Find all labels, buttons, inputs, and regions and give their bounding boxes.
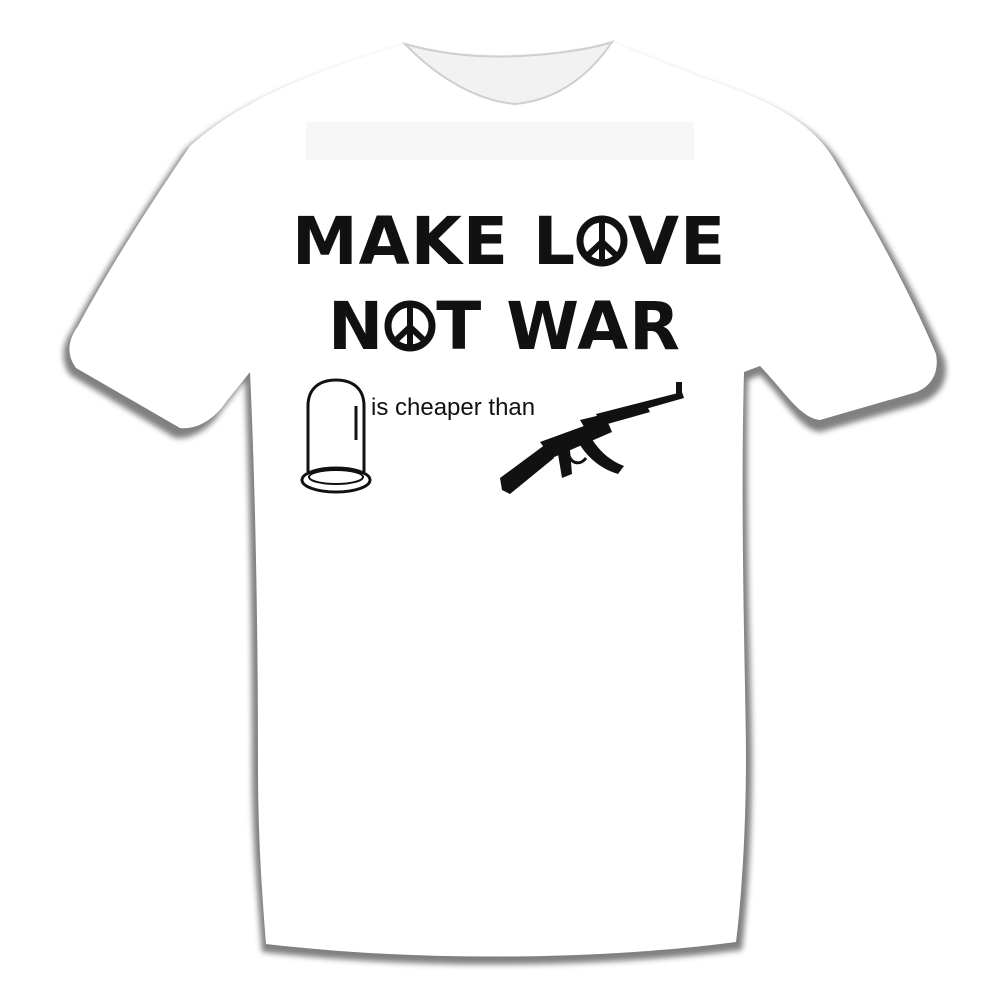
- slogan-line-2: [328, 287, 748, 367]
- slogan-line-1-part-1: MAKE L: [292, 203, 577, 280]
- slogan-line-1-part-2: VE: [628, 203, 727, 280]
- condom-icon: [298, 376, 374, 498]
- slogan-line-2-part-1: N: [328, 288, 385, 365]
- slogan-line-2-part-2: T WAR: [436, 288, 681, 365]
- slogan-line-1: [292, 202, 727, 282]
- comparison-text: is cheaper than: [371, 394, 536, 421]
- peace-sign-icon: [576, 202, 628, 282]
- peace-sign-icon: [384, 287, 436, 367]
- print-area-mark: [306, 122, 694, 160]
- rifle-icon: [496, 374, 692, 498]
- tshirt-body: [69, 42, 936, 957]
